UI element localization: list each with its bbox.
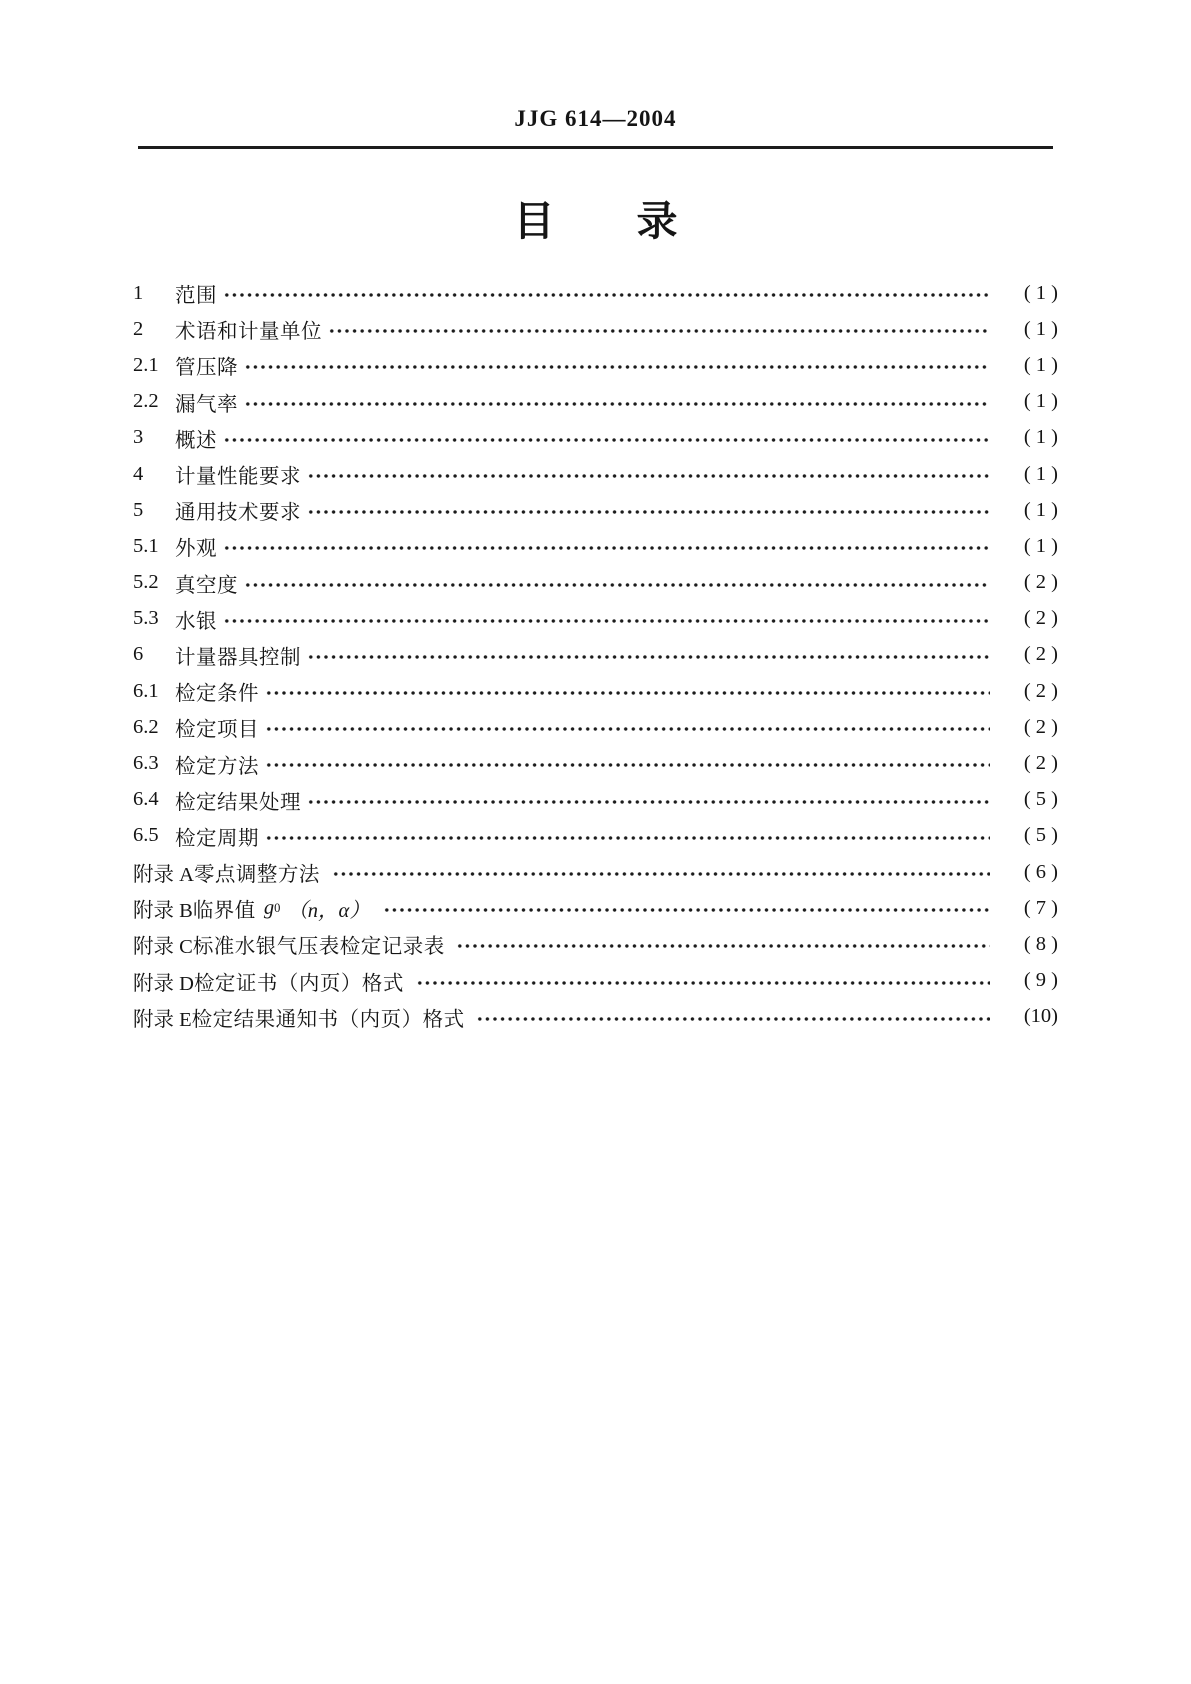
dot-leader bbox=[416, 963, 990, 999]
dot-leader bbox=[328, 311, 990, 347]
toc-entry bbox=[133, 601, 1058, 637]
dot-leader bbox=[476, 999, 990, 1035]
dot-leader bbox=[265, 709, 990, 745]
toc-entry-page-number: ( 1 ) bbox=[1023, 317, 1058, 340]
toc-entry-number: 2 bbox=[133, 317, 144, 340]
header-standard-number: JJG 614—2004 bbox=[514, 106, 677, 131]
dot-leader bbox=[265, 745, 990, 781]
dot-leader bbox=[307, 782, 990, 818]
toc-entry-page-number: ( 2 ) bbox=[1023, 752, 1058, 775]
toc-entry-number: 5.2 bbox=[133, 571, 159, 594]
toc-entry-number: 2.1 bbox=[133, 353, 159, 376]
toc-entry bbox=[133, 818, 1058, 854]
toc-entry-number: 5 bbox=[133, 498, 144, 521]
toc-entry bbox=[133, 745, 1058, 781]
toc-entry-number: 6.3 bbox=[133, 752, 159, 775]
formula-symbol: g bbox=[263, 896, 275, 919]
toc-entry-title: 检定周期 bbox=[175, 827, 259, 850]
toc-entry-page-number: ( 1 ) bbox=[1023, 462, 1058, 485]
toc-entry-number: 附录 D bbox=[133, 972, 194, 995]
toc-entry-title: 水银 bbox=[175, 610, 217, 633]
toc-entry-page-number: ( 1 ) bbox=[1023, 426, 1058, 449]
toc-entry-number: 附录 A bbox=[133, 864, 194, 887]
toc-entry bbox=[133, 709, 1058, 745]
toc-entry bbox=[133, 673, 1058, 709]
toc-entry-title: 术语和计量单位 bbox=[175, 321, 322, 344]
dot-leader bbox=[223, 420, 990, 456]
toc-entry-page-number: ( 9 ) bbox=[1023, 969, 1058, 992]
dot-leader bbox=[307, 492, 990, 528]
dot-leader bbox=[332, 854, 990, 890]
toc-entry-title: 临界值 bbox=[192, 900, 256, 923]
toc-entry-page-number: ( 2 ) bbox=[1023, 571, 1058, 594]
toc-entry-number: 6 bbox=[133, 643, 144, 666]
toc-entry-title: 检定项目 bbox=[175, 719, 259, 742]
toc-entry bbox=[133, 347, 1058, 383]
toc-entry-page-number: ( 2 ) bbox=[1023, 715, 1058, 738]
toc-entry-number: 附录 B bbox=[133, 900, 193, 923]
toc-entry-page-number: ( 6 ) bbox=[1023, 860, 1058, 883]
dot-leader bbox=[383, 890, 990, 926]
toc-entry-number: 6.2 bbox=[133, 715, 159, 738]
toc-entry-number: 6.4 bbox=[133, 788, 159, 811]
toc-entry-page-number: (10) bbox=[1023, 1005, 1058, 1028]
toc-entry-page-number: ( 2 ) bbox=[1023, 607, 1058, 630]
toc-entry bbox=[133, 384, 1058, 420]
table-of-contents bbox=[133, 275, 1058, 1035]
toc-entry-page-number: ( 5 ) bbox=[1023, 788, 1058, 811]
toc-entry-number: 6.5 bbox=[133, 824, 159, 847]
dot-leader bbox=[244, 565, 990, 601]
toc-entry-title: 范围 bbox=[175, 285, 217, 308]
toc-entry bbox=[133, 420, 1058, 456]
toc-entry-title: 管压降 bbox=[175, 357, 238, 380]
toc-entry bbox=[133, 565, 1058, 601]
toc-entry bbox=[133, 275, 1058, 311]
toc-entry-page-number: ( 2 ) bbox=[1023, 679, 1058, 702]
toc-entry-title: 通用技术要求 bbox=[175, 502, 301, 525]
header-rule bbox=[138, 146, 1053, 149]
dot-leader bbox=[223, 275, 990, 311]
toc-entry-number: 附录 C bbox=[133, 936, 193, 959]
toc-entry bbox=[133, 963, 1058, 999]
dot-leader bbox=[244, 384, 990, 420]
dot-leader bbox=[265, 818, 990, 854]
dot-leader bbox=[223, 528, 990, 564]
dot-leader bbox=[265, 673, 990, 709]
toc-entry bbox=[133, 637, 1058, 673]
toc-entry-number: 附录 E bbox=[133, 1008, 192, 1031]
dot-leader bbox=[307, 637, 990, 673]
toc-entry-title: 检定方法 bbox=[175, 755, 259, 778]
dot-leader bbox=[456, 926, 990, 962]
toc-entry bbox=[133, 311, 1058, 347]
toc-entry bbox=[133, 854, 1058, 890]
toc-entry-number: 6.1 bbox=[133, 679, 159, 702]
dot-leader bbox=[223, 601, 990, 637]
toc-entry-page-number: ( 5 ) bbox=[1023, 824, 1058, 847]
toc-entry-number: 5.1 bbox=[133, 534, 159, 557]
toc-entry-title: 检定结果通知书（内页）格式 bbox=[191, 1008, 471, 1031]
toc-entry-page-number: ( 1 ) bbox=[1023, 390, 1058, 413]
toc-entry-title: 漏气率 bbox=[175, 393, 238, 416]
toc-entry-page-number: ( 8 ) bbox=[1023, 932, 1058, 955]
toc-entry-title: 计量性能要求 bbox=[175, 466, 301, 489]
toc-entry-number: 3 bbox=[133, 426, 144, 449]
toc-entry bbox=[133, 492, 1058, 528]
toc-entry bbox=[133, 528, 1058, 564]
toc-entry-title: 零点调整方法 bbox=[193, 864, 326, 887]
toc-entry bbox=[133, 456, 1058, 492]
toc-entry-title: 概述 bbox=[175, 429, 217, 452]
toc-entry-title: 计量器具控制 bbox=[175, 646, 301, 669]
toc-entry-number: 1 bbox=[133, 281, 144, 304]
toc-entry-title: 标准水银气压表检定记录表 bbox=[192, 936, 451, 959]
toc-entry-number: 5.3 bbox=[133, 607, 159, 630]
page-title: 目 录 bbox=[513, 198, 678, 244]
toc-entry-page-number: ( 2 ) bbox=[1023, 643, 1058, 666]
toc-entry-page-number: ( 1 ) bbox=[1023, 498, 1058, 521]
formula-subscript: 0 bbox=[274, 900, 281, 915]
toc-entry bbox=[133, 999, 1058, 1035]
toc-entry bbox=[133, 782, 1058, 818]
toc-entry-title: 外观 bbox=[175, 538, 217, 561]
toc-entry-title: 检定结果处理 bbox=[175, 791, 301, 814]
toc-entry-number: 4 bbox=[133, 462, 144, 485]
toc-entry-title: 检定条件 bbox=[175, 683, 259, 706]
toc-entry-title: 检定证书（内页）格式 bbox=[193, 972, 410, 995]
toc-entry bbox=[133, 890, 1058, 926]
formula-arguments: （n，α） bbox=[287, 900, 375, 923]
dot-leader bbox=[244, 347, 990, 383]
toc-entry-page-number: ( 7 ) bbox=[1023, 896, 1058, 919]
toc-entry-page-number: ( 1 ) bbox=[1023, 534, 1058, 557]
toc-entry-page-number: ( 1 ) bbox=[1023, 281, 1058, 304]
dot-leader bbox=[307, 456, 990, 492]
toc-entry-page-number: ( 1 ) bbox=[1023, 353, 1058, 376]
toc-entry bbox=[133, 926, 1058, 962]
toc-entry-title: 真空度 bbox=[175, 574, 238, 597]
toc-entry-number: 2.2 bbox=[133, 390, 159, 413]
